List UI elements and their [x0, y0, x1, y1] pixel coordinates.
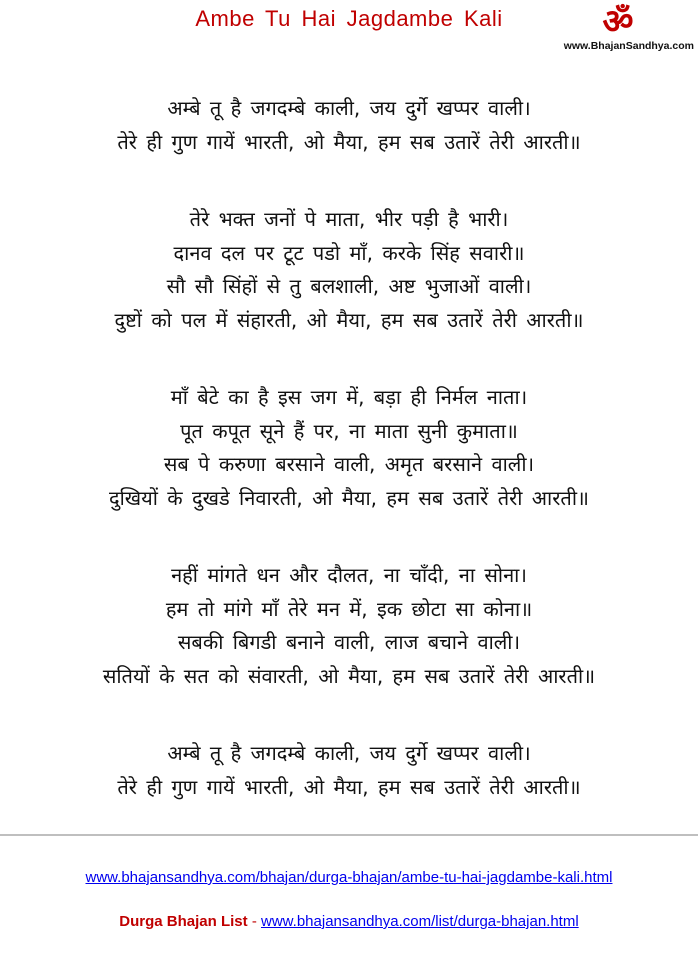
lyric-line: दुष्टों को पल में संहारती, ओ मैया, हम सब उतारें तेरी आरती॥ [114, 307, 584, 332]
lyric-line: अम्बे तू है जगदम्बे काली, जय दुर्गे खप्पर वाली। [167, 96, 531, 120]
bhajan-list-label: Durga Bhajan List [119, 913, 248, 930]
page-title: Ambe Tu Hai Jagdambe Kali [195, 6, 503, 31]
lyric-line: पूत कपूत सूने हैं पर, ना माता सुनी कुमाता॥ [180, 418, 518, 443]
svg-text:ॐ: ॐ [602, 2, 634, 38]
lyric-line: अम्बे तू है जगदम्बे काली, जय दुर्गे खप्पर वाली। [167, 741, 531, 765]
lyric-line: तेरे भक्त जनों पे माता, भीर पड़ी है भारी। [189, 207, 509, 231]
lyric-line: दुखियों के दुखडे निवारती, ओ मैया, हम सब उतारें तेरी आरती॥ [109, 485, 589, 510]
bhajan-page-link[interactable]: www.bhajansandhya.com/bhajan/durga-bhajan/ambe-tu-hai-jagdambe-kali.html [85, 869, 613, 886]
stanza [0, 737, 698, 804]
footer-separator: - [247, 913, 261, 930]
durga-bhajan-list-footer [0, 913, 698, 930]
stanza [0, 92, 698, 159]
lyric-line: सबकी बिगडी बनाने वाली, लाज बचाने वाली। [177, 630, 521, 654]
lyric-line: सौ सौ सिंहों से तु बलशाली, अष्ट भुजाओं वाली। [166, 274, 532, 298]
lyric-line: दानव दल पर टूट पडो माँ, करके सिंह सवारी॥ [173, 240, 525, 265]
lyric-line: नहीं मांगते धन और दौलत, ना चाँदी, ना सोना। [171, 563, 527, 587]
stanza [0, 381, 698, 515]
stanza [0, 559, 698, 693]
stanza [0, 203, 698, 337]
lyric-line: सब पे करुणा बरसाने वाली, अमृत बरसाने वाली। [163, 452, 535, 476]
lyric-line: हम तो मांगे माँ तेरे मन में, इक छोटा सा कोना॥ [165, 596, 533, 621]
bhajan-list-link[interactable]: www.bhajansandhya.com/list/durga-bhajan.html [261, 913, 579, 930]
site-name: www.BhajanSandhya.com [563, 40, 694, 52]
lyric-line: तेरे ही गुण गायें भारती, ओ मैया, हम सब उतारें तेरी आरती॥ [117, 774, 581, 799]
om-icon [596, 0, 640, 38]
lyric-line: माँ बेटे का है इस जग में, बड़ा ही निर्मल नाता। [170, 385, 528, 409]
lyric-line: तेरे ही गुण गायें भारती, ओ मैया, हम सब उतारें तेरी आरती॥ [117, 129, 581, 154]
lyric-line: सतियों के सत को संवारती, ओ मैया, हम सब उतारें तेरी आरती॥ [102, 663, 596, 688]
lyrics-body [0, 92, 698, 848]
divider [0, 834, 698, 836]
